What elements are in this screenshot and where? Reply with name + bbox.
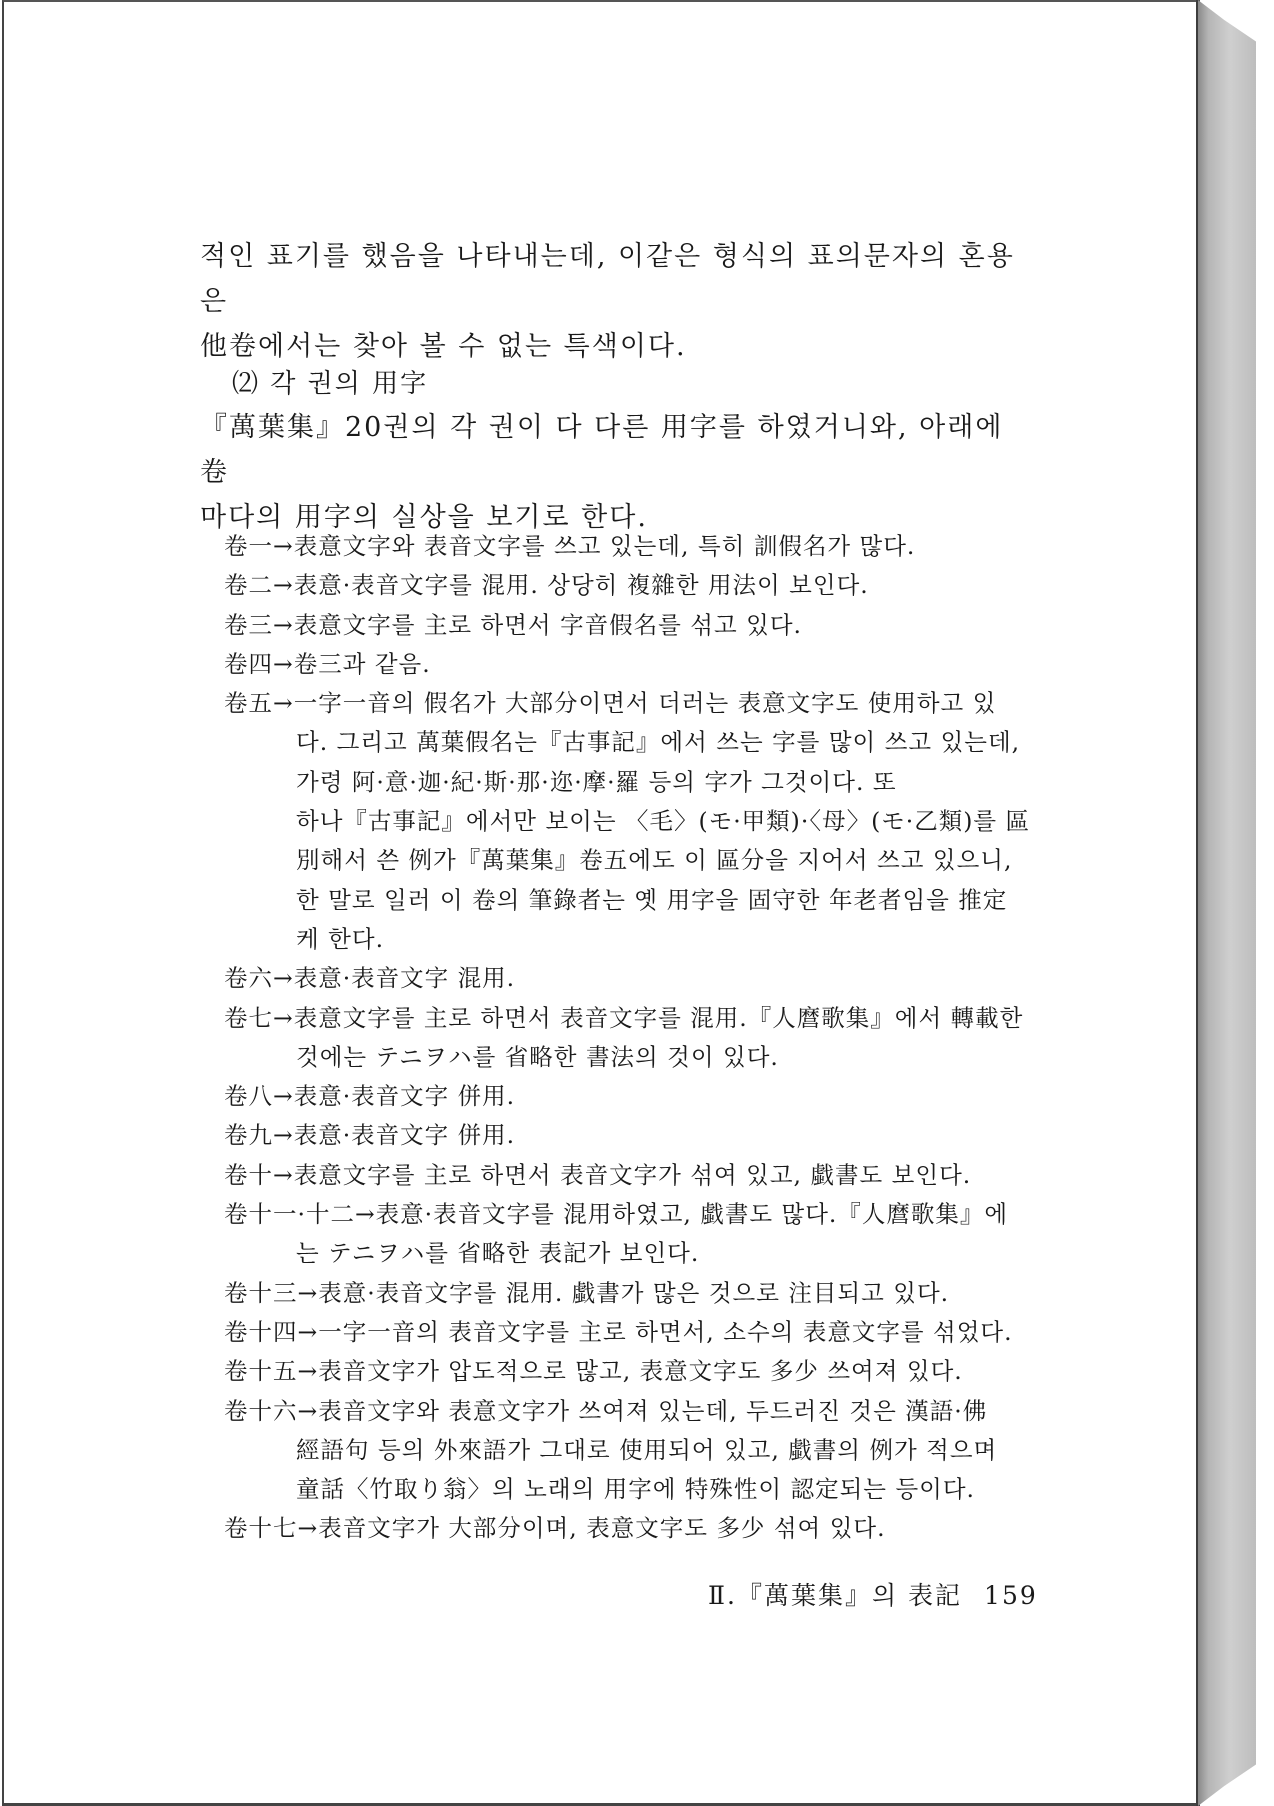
page-stack-edge [1198, 0, 1256, 1806]
volume-entry-line: 卷二→表意·表音文字를 混用. 상당히 複雜한 用法이 보인다. [224, 571, 869, 600]
volume-entry [224, 606, 1024, 645]
volume-entry-line: 卷一→表意文字와 表音文字를 쓰고 있는데, 특히 訓假名가 많다. [224, 532, 916, 560]
volume-entry-line: 卷十三→表意·表音文字를 混用. 戱書가 많은 것으로 注目되고 있다. [224, 1278, 950, 1307]
volume-entry-continuation: 經語句 등의 外來語가 그대로 使用되어 있고, 戱書의 例가 적으며 [296, 1435, 998, 1464]
intro-line: 적인 표기를 했음을 나타내는데, 이같은 형식의 표의문자의 혼용은 [200, 241, 1015, 317]
volume-entry-continuation: 케 한다. [296, 924, 385, 953]
volume-entry-continuation: 는 テニヲハ를 省略한 表記가 보인다. [296, 1239, 700, 1268]
volume-entry [224, 999, 1024, 1078]
volume-entry-continuation: 한 말로 일러 이 卷의 筆錄者는 옛 用字을 固守한 年老者임을 推定 [296, 885, 1008, 914]
volume-entry [224, 959, 1024, 998]
volume-entry-line: 卷三→表意文字를 主로 하면서 字音假名를 섞고 있다. [224, 610, 803, 639]
volume-entry [224, 1274, 1024, 1313]
volume-entry [224, 1116, 1024, 1155]
section-line: 『萬葉集』20권의 각 권이 다 다른 用字를 하였거니와, 아래에 卷 [200, 412, 1004, 488]
page-footer [708, 1576, 1038, 1612]
volume-entry [224, 684, 1031, 959]
page-number: 159 [984, 1581, 1038, 1610]
volume-entry-line: 卷六→表意·表音文字 混用. [224, 964, 516, 993]
volume-entry-line: 卷八→表意·表音文字 併用. [224, 1082, 516, 1111]
intro-paragraph [200, 234, 1020, 369]
volume-entry-line: 卷七→表意文字를 主로 하면서 表音文字를 混用.『人麿歌集』에서 轉載한 [224, 1003, 1024, 1032]
volume-entry [224, 1352, 1024, 1391]
volume-entry-line: 卷九→表意·表音文字 併用. [224, 1121, 516, 1150]
running-head: Ⅱ.『萬葉集』의 表記 [708, 1581, 963, 1610]
volume-entry [224, 1156, 1024, 1195]
section-paragraph [200, 405, 1020, 540]
volume-entry-continuation: 가령 阿·意·迦·紀·斯·那·迩·摩·羅 등의 字가 그것이다. 또 [296, 767, 897, 796]
volume-entry-line: 卷十→表意文字를 主로 하면서 表音文字가 섞여 있고, 戱書도 보인다. [224, 1160, 972, 1189]
volume-entry-continuation: 다. 그리고 萬葉假名는『古事記』에서 쓰는 字를 많이 쓰고 있는데, [296, 728, 1021, 757]
volume-list [224, 527, 1031, 1549]
volume-entry [224, 1195, 1024, 1274]
volume-entry [224, 566, 1024, 605]
volume-entry-line: 卷十五→表音文字가 압도적으로 많고, 表意文字도 多少 쓰여져 있다. [224, 1357, 963, 1386]
volume-entry-line: 卷十六→表音文字와 表意文字가 쓰여져 있는데, 두드러진 것은 漢語·佛 [224, 1396, 988, 1425]
section-heading: ⑵ 각 권의 用字 [232, 369, 429, 399]
volume-entry [224, 645, 1024, 684]
volume-entry-line: 卷五→一字一音의 假名가 大部分이면서 더러는 表意文字도 使用하고 있 [224, 689, 997, 718]
volume-entry [224, 1313, 1024, 1352]
volume-entry-line: 卷十一·十二→表意·表音文字를 混用하였고, 戱書도 많다.『人麿歌集』에 [224, 1200, 1009, 1229]
volume-entry-line: 卷十七→表音文字가 大部分이며, 表意文字도 多少 섞여 있다. [224, 1514, 886, 1543]
volume-entry [224, 1077, 1024, 1116]
volume-entry-line: 卷十四→一字一音의 表音文字를 主로 하면서, 소수의 表意文字를 섞었다. [224, 1317, 1013, 1346]
volume-entry-line: 卷四→卷三과 같음. [224, 649, 431, 678]
volume-entry-continuation: 別해서 쓴 例가『萬葉集』卷五에도 이 區分을 지어서 쓰고 있으니, [296, 846, 1013, 875]
intro-line: 他卷에서는 찾아 볼 수 없는 특색이다. [200, 331, 687, 362]
volume-entry [224, 527, 1024, 566]
volume-entry-continuation: 것에는 テニヲハ를 省略한 書法의 것이 있다. [296, 1042, 779, 1071]
volume-entry-continuation: 童話〈竹取り翁〉의 노래의 用字에 特殊性이 認定되는 등이다. [296, 1475, 976, 1504]
section-line: 마다의 用字의 실상을 보기로 한다. [200, 502, 648, 533]
volume-entry-continuation: 하나『古事記』에서만 보이는 〈毛〉(モ·甲類)·〈母〉(モ·乙類)를 區 [296, 807, 1031, 836]
volume-entry [224, 1392, 1024, 1510]
volume-entry [224, 1509, 1024, 1548]
